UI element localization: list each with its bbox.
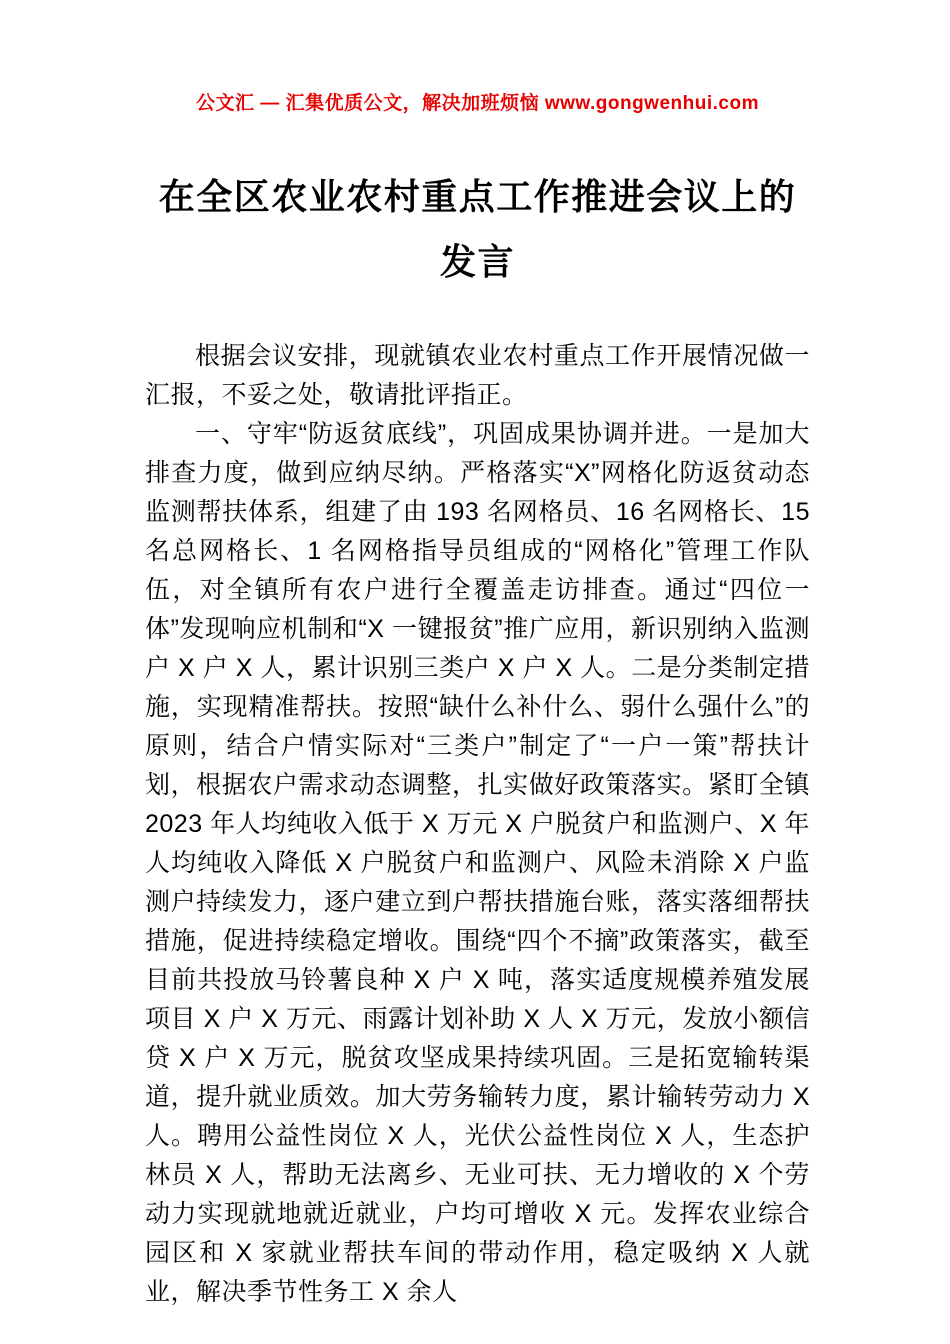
document-body: [145, 337, 810, 1312]
intro-paragraph: 根据会议安排，现就镇农业农村重点工作开展情况做一汇报，不妥之处，敬请批评指正。: [145, 341, 810, 409]
site-banner-text: 公文汇 — 汇集优质公文，解决加班烦恼 www.gongwenhui.com: [196, 93, 759, 114]
section-one-paragraph: 一、守牢“防返贫底线”，巩固成果协调并进。一是加大排查力度，做到应纳尽纳。严格落实“X”网格化防返贫动态监测帮扶体系，组建了由 193 名网格员、16 名网格长、15 名总网格长、1 名网格指导员组成的“网格化”管理工作队伍，对全镇所有农户进行全覆盖走访排查。通过“四位一体”发现响应机制和“X 一键报贫”推广应用，新识别纳入监测户 X 户 X 人，累计识别三类户 X 户 X 人。二是分类制定措施，实现精准帮扶。按照“缺什么补什么、弱什么强什么”的原则，结合户情实际对“三类户”制定了“一户一策”帮扶计划，根据农户需求动态调整，扎实做好政策落实。紧盯全镇 2023 年人均纯收入低于 X 万元 X 户脱贫户和监测户、X 年人均纯收入降低 X 户脱贫户和监测户、风险未消除 X 户监测户持续发力，逐户建立到户帮扶措施台账，落实落细帮扶措施，促进持续稳定增收。围绕“四个不摘”政策落实，截至目前共投放马铃薯良种 X 户 X 吨，落实适度规模养殖发展项目 X 户 X 万元、雨露计划补助 X 人 X 万元，发放小额信贷 X 户 X 万元，脱贫攻坚成果持续巩固。三是拓宽输转渠道，提升就业质效。加大劳务输转力度，累计输转劳动力 X 人。聘用公益性岗位 X 人，光伏公益性岗位 X 人，生态护林员 X 人，帮助无法离乡、无业可扶、无力增收的 X 个劳动力实现就地就近就业，户均可增收 X 元。发挥农业综合园区和 X 家就业帮扶车间的带动作用，稳定吸纳 X 人就业，解决季节性务工 X 余人: [145, 419, 810, 1306]
document-title: 在全区农业农村重点工作推进会议上的发言: [158, 176, 797, 282]
